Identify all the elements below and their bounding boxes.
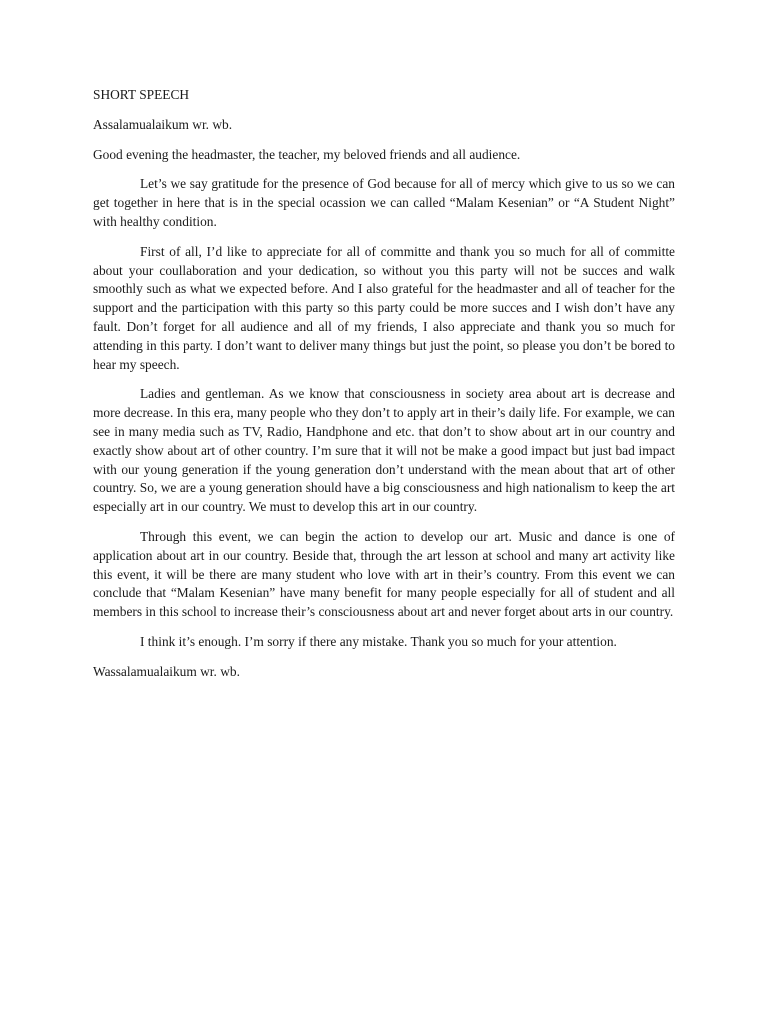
paragraph-appreciation: First of all, I’d like to appreciate for all of committe and thank you so much for all of committe about your coullaboration and your dedication, so without you this party will not be succes and walk smoothly such as what we expected before. And I also grateful for the headmaster and all of teacher for the support and the participation with this party so this party could be more succes and I wish don’t have any fault. Don’t forget for all audience and all of my friends, I also appreciate and thank you so much for attending in this party. I don’t want to deliver many things but just the point, so please you don’t be bored to hear my speech. <box>93 243 675 372</box>
salutation: Good evening the headmaster, the teacher, my beloved friends and all audience. <box>93 146 521 162</box>
speech-document <box>93 86 675 693</box>
paragraph-gratitude: Let’s we say gratitude for the presence of God because for all of mercy which give to us so we can get together in here that is in the special ocassion we can called “Malam Kesenian” or “A Student Night” with healthy condition. <box>93 176 675 229</box>
document-title: SHORT SPEECH <box>93 87 190 102</box>
opening-greeting: Assalamualaikum wr. wb. <box>93 116 233 132</box>
paragraph-closing: I think it’s enough. I’m sorry if there any mistake. Thank you so much for your attention. <box>140 633 617 649</box>
closing-greeting: Wassalamualaikum wr. wb. <box>93 663 240 679</box>
paragraph-event: Through this event, we can begin the action to develop our art. Music and dance is one of application about art in our country. Beside that, through the art lesson at school and many art activity like this event, it will be there are many student who love with art in their’s country. From this event we can conclude that “Malam Kesenian” have many benefit for many people especially for all of student and all members in this school to increase their’s consciousness about art and never forget about arts in our country. <box>93 528 675 620</box>
paragraph-consciousness: Ladies and gentleman. As we know that consciousness in society area about art is decrease and more decrease. In this era, many people who they don’t to apply art in their’s daily life. For example, we can see in many media such as TV, Radio, Handphone and etc. that don’t to show about art in our country and exactly show about art of other country. I’m sure that it will not be make a good impact but just bad impact with our young generation if the young generation don’t understand with the mean about that art of other country. So, we are a young generation should have a big consciousness and high nationalism to keep the art especially art in our country. We must to develop this art in our country. <box>93 386 675 515</box>
